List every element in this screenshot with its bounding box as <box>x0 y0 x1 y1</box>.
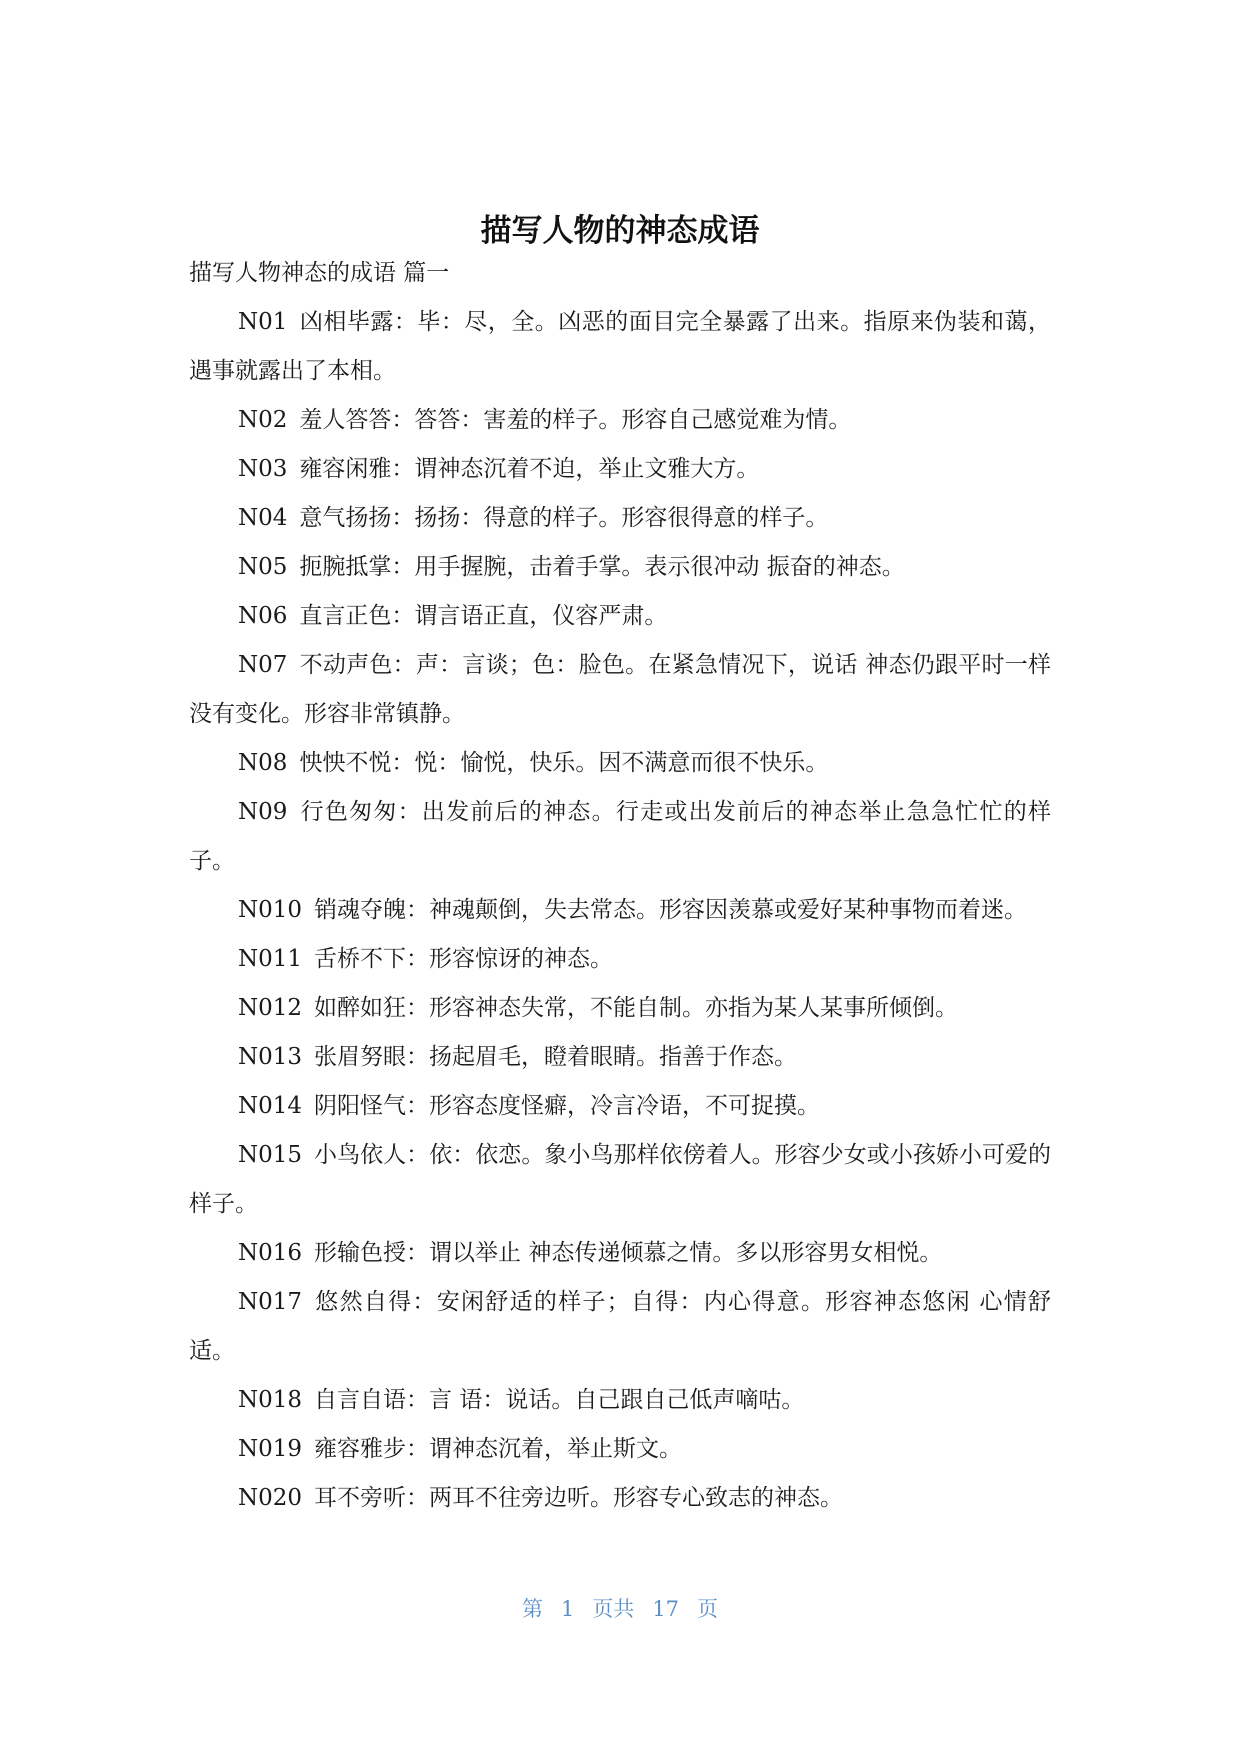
entry-number: N08 <box>238 750 288 776</box>
list-item <box>189 1082 1051 1131</box>
footer-middle: 页共 <box>592 1597 635 1621</box>
list-item <box>189 1425 1051 1474</box>
list-item <box>189 298 1051 396</box>
list-item <box>189 886 1051 935</box>
entry-text: 凶相毕露：毕：尽，全。凶恶的面目完全暴露了出来。指原来伪装和蔼，遇事就露出了本相。 <box>189 309 1051 384</box>
section-heading: 描写人物神态的成语 篇一 <box>189 260 450 286</box>
entry-number: N02 <box>238 407 288 433</box>
list-item <box>189 494 1051 543</box>
entry-number: N015 <box>238 1142 303 1168</box>
entry-text: 不动声色：声：言谈；色：脸色。在紧急情况下，说话 神态仍跟平时一样没有变化。形容非常镇静。 <box>189 652 1051 727</box>
list-item <box>189 1033 1051 1082</box>
entry-text: 小鸟依人：依：依恋。象小鸟那样依傍着人。形容少女或小孩娇小可爱的样子。 <box>189 1142 1051 1217</box>
list-item <box>189 984 1051 1033</box>
entry-text: 如醉如狂：形容神态失常，不能自制。亦指为某人某事所倾倒。 <box>314 995 959 1021</box>
entry-number: N020 <box>238 1485 303 1511</box>
entry-text: 舌桥不下：形容惊讶的神态。 <box>314 946 614 972</box>
entry-number: N017 <box>238 1289 303 1315</box>
entry-text: 雍容闲雅：谓神态沉着不迫，举止文雅大方。 <box>299 456 760 482</box>
entry-number: N01 <box>238 309 288 335</box>
entry-number: N03 <box>238 456 288 482</box>
list-item <box>189 1131 1051 1229</box>
entry-number: N012 <box>238 995 303 1021</box>
entry-text: 扼腕抵掌：用手握腕，击着手掌。表示很冲动 振奋的神态。 <box>299 554 905 580</box>
list-item <box>189 592 1051 641</box>
entry-number: N04 <box>238 505 288 531</box>
entry-text: 怏怏不悦：悦：愉悦，快乐。因不满意而很不快乐。 <box>299 750 829 776</box>
entry-number: N010 <box>238 897 303 923</box>
list-item <box>189 641 1051 739</box>
list-item <box>189 445 1051 494</box>
entry-text: 羞人答答：答答：害羞的样子。形容自己感觉难为情。 <box>299 407 852 433</box>
list-item <box>189 1229 1051 1278</box>
page-footer <box>0 1594 1240 1624</box>
entry-text: 形输色授：谓以举止 神态传递倾慕之情。多以形容男女相悦。 <box>314 1240 943 1266</box>
entry-text: 悠然自得：安闲舒适的样子；自得：内心得意。形容神态悠闲 心情舒适。 <box>189 1289 1051 1364</box>
list-item <box>189 1376 1051 1425</box>
entry-text: 耳不旁听：两耳不往旁边听。形容专心致志的神态。 <box>314 1485 844 1511</box>
entry-number: N013 <box>238 1044 303 1070</box>
entry-text: 意气扬扬：扬扬：得意的样子。形容很得意的样子。 <box>299 505 829 531</box>
entry-text: 销魂夺魄：神魂颠倒，失去常态。形容因羡慕或爱好某种事物而着迷。 <box>314 897 1028 923</box>
entry-list <box>189 298 1051 1523</box>
entry-number: N014 <box>238 1093 303 1119</box>
entry-number: N019 <box>238 1436 303 1462</box>
entry-number: N07 <box>238 652 288 678</box>
entry-number: N05 <box>238 554 288 580</box>
entry-text: 直言正色：谓言语正直，仪容严肃。 <box>299 603 668 629</box>
list-item <box>189 935 1051 984</box>
footer-page-number: 1 <box>560 1597 575 1621</box>
list-item <box>189 543 1051 592</box>
entry-text: 自言自语：言 语：说话。自己跟自己低声嘀咕。 <box>314 1387 805 1413</box>
footer-suffix: 页 <box>697 1597 719 1621</box>
footer-total-pages: 17 <box>652 1597 680 1621</box>
footer-prefix: 第 <box>521 1597 543 1621</box>
page-title: 描写人物的神态成语 <box>480 212 760 249</box>
list-item <box>189 1278 1051 1376</box>
document-body <box>189 249 1051 1523</box>
list-item <box>189 788 1051 886</box>
entry-number: N018 <box>238 1387 303 1413</box>
list-item <box>189 1474 1051 1523</box>
entry-number: N011 <box>238 946 303 972</box>
entry-number: N016 <box>238 1240 303 1266</box>
entry-text: 雍容雅步：谓神态沉着，举止斯文。 <box>314 1436 683 1462</box>
entry-number: N06 <box>238 603 288 629</box>
entry-text: 行色匆匆：出发前后的神态。行走或出发前后的神态举止急急忙忙的样子。 <box>189 799 1051 874</box>
entry-number: N09 <box>238 799 288 825</box>
list-item <box>189 739 1051 788</box>
list-item <box>189 396 1051 445</box>
entry-text: 阴阳怪气：形容态度怪癖，冷言冷语，不可捉摸。 <box>314 1093 821 1119</box>
entry-text: 张眉努眼：扬起眉毛，瞪着眼睛。指善于作态。 <box>314 1044 798 1070</box>
